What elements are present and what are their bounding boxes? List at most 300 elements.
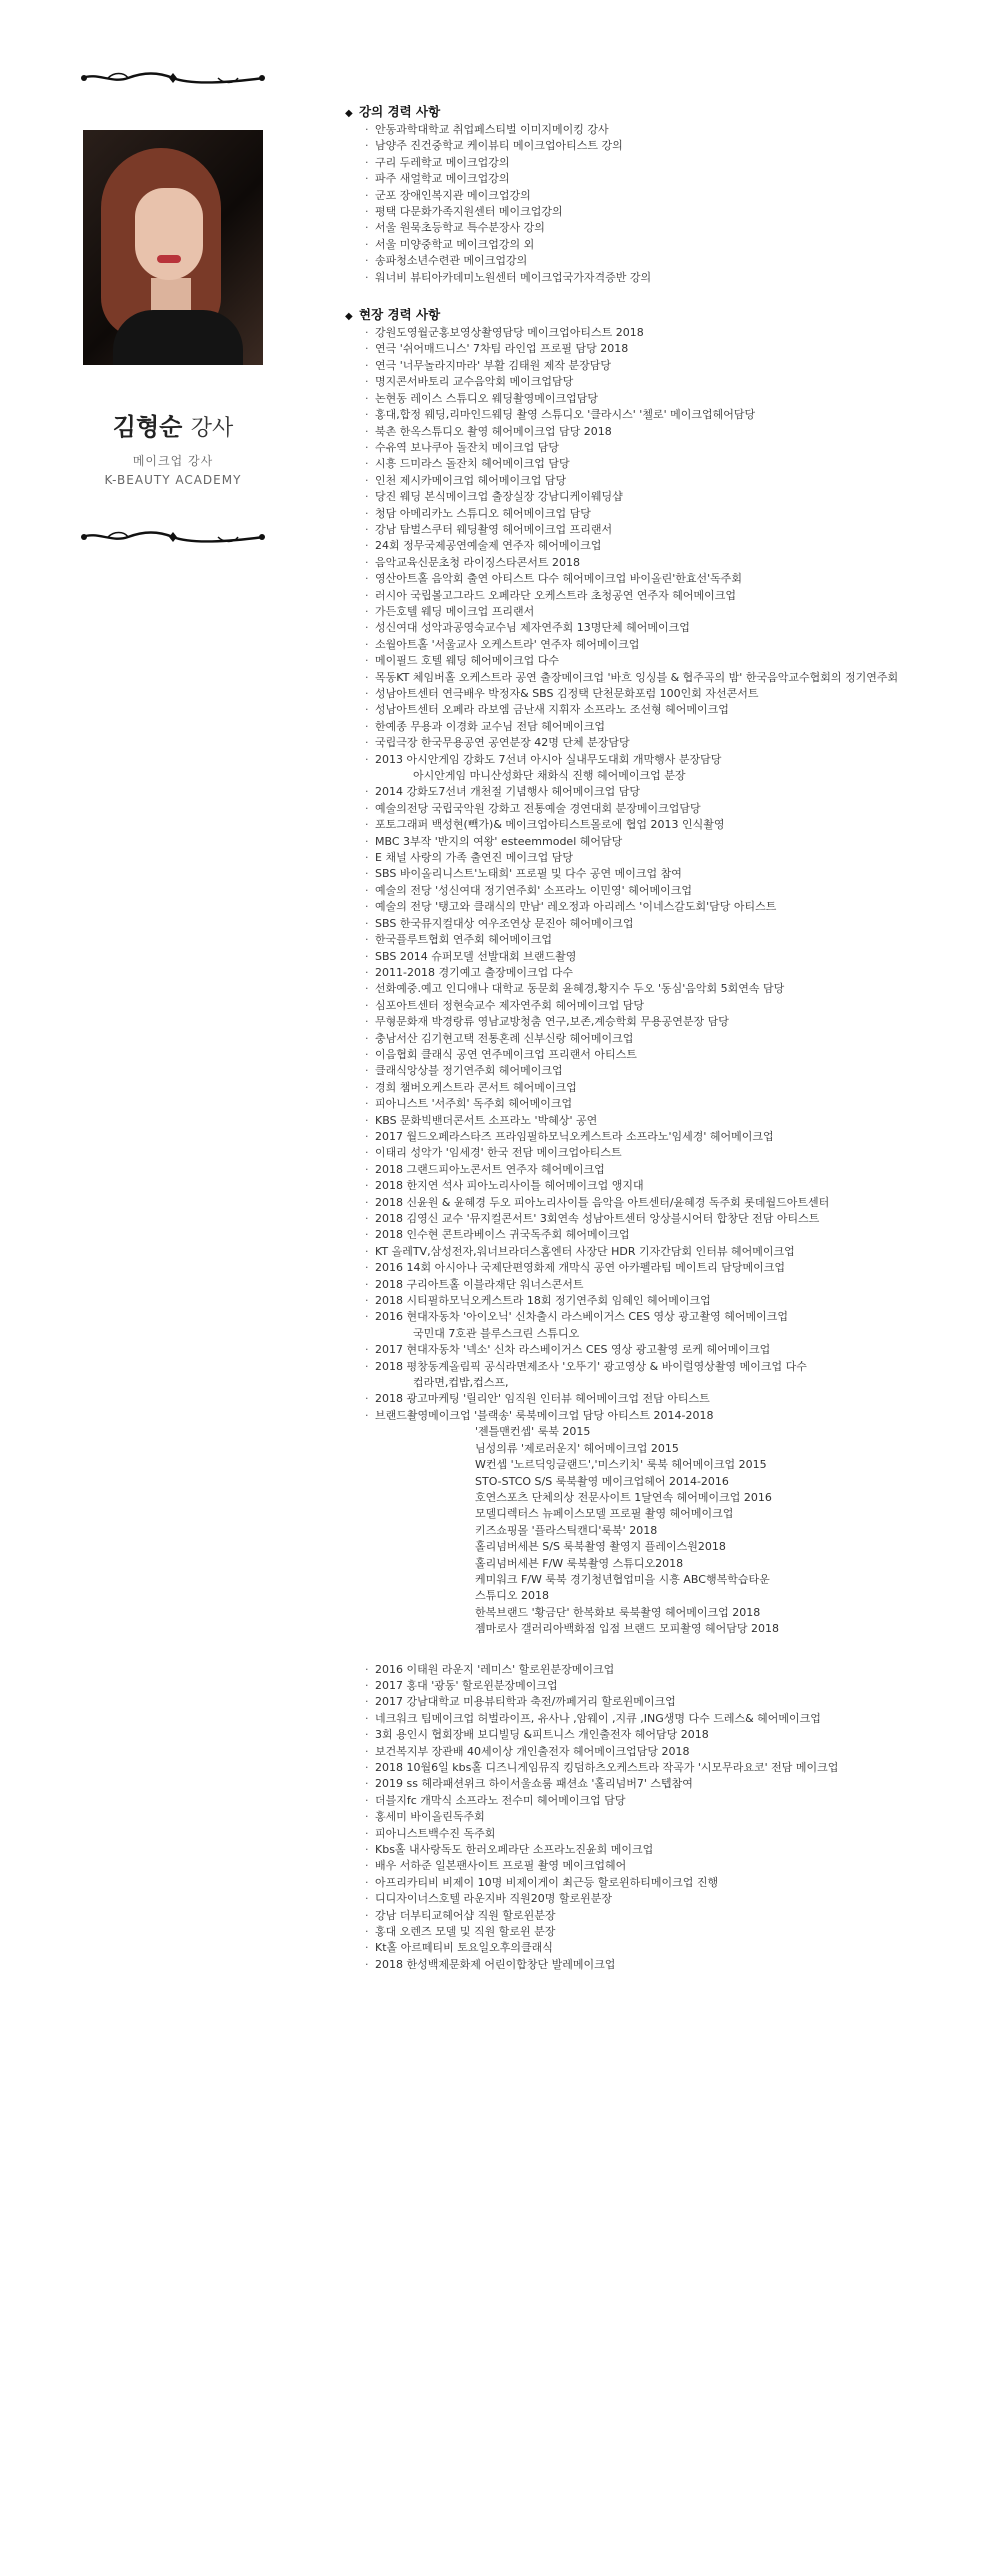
list-item-text: 명지콘서바토리 교수음악회 메이크업담당: [375, 375, 574, 389]
list-item: [365, 932, 985, 948]
diamond-bullet-icon: ◆: [345, 311, 353, 323]
list-item: [365, 1260, 985, 1276]
list-item: [365, 407, 985, 423]
bullet-dot-icon: ·: [365, 1810, 369, 1824]
list-item: [365, 670, 985, 686]
bullet-dot-icon: ·: [365, 1080, 369, 1094]
bullet-dot-icon: ·: [365, 670, 369, 684]
list-item: [365, 1162, 985, 1178]
list-item-text: 3회 용인시 협회장배 보디빌딩 &피트니스 개인출전자 헤어담당 2018: [375, 1728, 709, 1742]
bullet-dot-icon: ·: [365, 1294, 369, 1308]
list-item: [365, 1211, 985, 1227]
bullet-dot-icon: ·: [365, 736, 369, 750]
bullet-dot-icon: ·: [365, 1244, 369, 1258]
bullet-dot-icon: ·: [365, 522, 369, 536]
list-item-text: 2018 인수현 콘트라베이스 귀국독주회 헤어메이크업: [375, 1228, 630, 1242]
list-item: [365, 620, 985, 636]
list-item: [365, 719, 985, 735]
list-item-text: 2018 그랜드피아노콘서트 연주자 헤어메이크업: [375, 1162, 605, 1176]
bullet-dot-icon: ·: [365, 1359, 369, 1373]
bullet-dot-icon: ·: [365, 1908, 369, 1922]
list-item-text: 러시아 국립볼고그라드 오페라단 오케스트라 초청공연 연주자 헤어메이크업: [375, 588, 737, 602]
list-item-text: 목동KT 체임버홀 오케스트라 공연 출장메이크업 '바흐 잉싱블 & 협주곡의 밤' 한국음악교수협회의 정기연주회: [375, 670, 899, 684]
list-item: [365, 237, 985, 253]
bullet-dot-icon: ·: [365, 1678, 369, 1692]
list-item-text: 2011-2018 경기예고 출장메이크업 다수: [375, 965, 573, 979]
list-item: [365, 686, 985, 702]
list-item: [365, 998, 985, 1014]
list-item-text: 2014 강화도7선녀 개천절 기념행사 헤어메이크업 담당: [375, 785, 640, 799]
list-item-text: 더블지fc 개막식 소프라노 전수미 헤어메이크업 담당: [375, 1793, 626, 1807]
bullet-dot-icon: ·: [365, 205, 369, 219]
bullet-dot-icon: ·: [365, 358, 369, 372]
list-item-text: 피아니스트백수진 독주회: [375, 1826, 496, 1840]
list-item-text: 청담 아메리카노 스튜디오 헤어메이크업 담당: [375, 506, 591, 520]
list-item: [365, 1244, 985, 1260]
list-item-text: 북촌 한옥스튜디오 촬영 헤어메이크업 담당 2018: [375, 424, 612, 438]
bullet-dot-icon: ·: [365, 1695, 369, 1709]
list-item-text: 브랜드촬영메이크업 '블랙송' 룩북메이크업 담당 아티스트 2014-2018: [375, 1408, 714, 1422]
list-item: [365, 1080, 985, 1096]
bullet-dot-icon: ·: [365, 1261, 369, 1275]
scroll-ornament-icon: [78, 70, 268, 86]
list-item: [365, 588, 985, 604]
bullet-dot-icon: ·: [365, 1392, 369, 1406]
instructor-name: 김형순 강사: [112, 413, 234, 441]
bullet-dot-icon: ·: [365, 933, 369, 947]
bullet-dot-icon: ·: [365, 785, 369, 799]
list-item: [365, 702, 985, 718]
list-item-text: 평택 다문화가족지원센터 메이크업강의: [375, 205, 563, 219]
bullet-dot-icon: ·: [365, 424, 369, 438]
academy-name: K-BEAUTY ACADEMY: [104, 473, 242, 487]
list-item: [365, 949, 985, 965]
list-item-text: 메이필드 호텔 웨딩 헤어메이크업 다수: [375, 654, 560, 668]
list-item: [365, 866, 985, 882]
list-item: [365, 1309, 985, 1325]
list-item: [365, 768, 985, 784]
list-item: [365, 850, 985, 866]
list-item-text: 한예종 무용과 이경화 교수님 전담 헤어메이크업: [375, 719, 606, 733]
list-item-text: 2018 한성백제문화제 어린이합창단 발레메이크업: [375, 1957, 616, 1971]
list-item: [365, 1195, 985, 1211]
list-item: [365, 1744, 985, 1760]
list-item: [365, 1908, 985, 1924]
list-item-text: 2019 ss 헤라패션위크 하이서울쇼룸 패션쇼 '홀리넘버7' 스텝참여: [375, 1777, 693, 1791]
list-item-text: 2016 현대자동차 '아이오닉' 신차출시 라스베이거스 CES 영상 광고촬영 헤어메이크업: [375, 1310, 789, 1324]
list-item: [365, 834, 985, 850]
list-item: [365, 1711, 985, 1727]
list-item: [365, 188, 985, 204]
bullet-dot-icon: ·: [365, 572, 369, 586]
list-item: [365, 1924, 985, 1940]
list-item-text: 스튜디오 2018: [475, 1589, 549, 1603]
section-title-field: ◆ 현장 경력 사항: [345, 305, 985, 325]
list-item-text: 홀리넘버세븐 S/S 룩북촬영 촬영지 플레이스원2018: [475, 1540, 726, 1554]
list-item-text: 경희 챔버오케스트라 콘서트 헤어메이크업: [375, 1080, 577, 1094]
list-item: [365, 1826, 985, 1842]
bullet-dot-icon: ·: [365, 1875, 369, 1889]
list-item-text: 인천 제시카메이크업 헤어메이크업 담당: [375, 473, 567, 487]
bullet-dot-icon: ·: [365, 851, 369, 865]
list-item: [365, 253, 985, 269]
list-item: [365, 1506, 985, 1522]
list-item-text: Kbs홀 내사랑독도 한러오페라단 소프라노진윤희 메이크업: [375, 1843, 654, 1857]
bullet-dot-icon: ·: [365, 801, 369, 815]
bullet-dot-icon: ·: [365, 1826, 369, 1840]
bullet-dot-icon: ·: [365, 1162, 369, 1176]
list-item-text: 시흥 드미라스 돌잔치 헤어메이크업 담당: [375, 457, 570, 471]
list-item: [365, 1096, 985, 1112]
bullet-dot-icon: ·: [365, 1793, 369, 1807]
list-item: [365, 424, 985, 440]
list-item: [365, 358, 985, 374]
bullet-dot-icon: ·: [365, 752, 369, 766]
list-item: [365, 1891, 985, 1907]
list-item-text: 홍대,합정 웨딩,리마인드웨딩 촬영 스튜디오 '클라시스' '첼로' 메이크업헤어담당: [375, 408, 756, 422]
list-item-text: 호연스포츠 단체의상 전문사이트 1달연속 헤어메이크업 2016: [475, 1490, 772, 1504]
list-item: [365, 1662, 985, 1678]
list-item: [365, 735, 985, 751]
list-item: [365, 1605, 985, 1621]
field-list-extra: [345, 1662, 985, 1974]
field-list: [345, 325, 985, 1638]
list-item-text: 2018 한지연 석사 피아노리사이틀 헤어메이크업 앵지대: [375, 1179, 644, 1193]
list-item-text: 클래식앙상블 정기연주회 헤어메이크업: [375, 1064, 563, 1078]
instructor-portrait: [83, 130, 263, 365]
list-item-text: 보건복지부 장관배 40세이상 개인출전자 헤어메이크업담당 2018: [375, 1744, 690, 1758]
bullet-dot-icon: ·: [365, 555, 369, 569]
list-item: [365, 489, 985, 505]
list-item-text: 2013 아시안게임 강화도 7선녀 아시아 실내무도대회 개막행사 분장담당: [375, 752, 722, 766]
list-item-text: 2017 홍대 '광동' 할로윈분장메이크업: [375, 1678, 558, 1692]
list-item: [365, 1063, 985, 1079]
bullet-dot-icon: ·: [365, 965, 369, 979]
list-item: [365, 1047, 985, 1063]
list-item-text: 2018 광고마케팅 '릴리안' 임직원 인터뷰 헤어메이크업 전담 아티스트: [375, 1392, 710, 1406]
list-item: [365, 883, 985, 899]
instructor-role: 메이크업 강사: [132, 454, 214, 468]
bullet-dot-icon: ·: [365, 834, 369, 848]
list-item-text: 파주 새얼학교 메이크업강의: [375, 172, 510, 186]
bullet-dot-icon: ·: [365, 1777, 369, 1791]
list-item: [365, 522, 985, 538]
list-item: [365, 391, 985, 407]
bullet-dot-icon: ·: [365, 1892, 369, 1906]
list-item: [365, 1113, 985, 1129]
list-item-text: 당진 웨딩 본식메이크업 출장실장 강남디케이웨딩샵: [375, 490, 623, 504]
bullet-dot-icon: ·: [365, 654, 369, 668]
bullet-dot-icon: ·: [365, 172, 369, 186]
list-item-text: 24회 정무국제공연예술제 연주자 헤어메이크업: [375, 539, 602, 553]
list-item-text: 논현동 레이스 스튜디오 웨딩촬영메이크업담당: [375, 391, 599, 405]
bullet-dot-icon: ·: [365, 883, 369, 897]
bullet-dot-icon: ·: [365, 1744, 369, 1758]
bullet-dot-icon: ·: [365, 719, 369, 733]
list-item-text: 예술의전당 국립국악원 강화고 전통예술 경연대회 분장메이크업담당: [375, 801, 701, 815]
bullet-dot-icon: ·: [365, 1146, 369, 1160]
list-item: [365, 538, 985, 554]
bullet-dot-icon: ·: [365, 539, 369, 553]
bullet-dot-icon: ·: [365, 254, 369, 268]
list-item-text: 2018 평창동계올림픽 공식라면제조사 '오뚜기' 광고영상 & 바이럴영상촬영 메이크업 다수: [375, 1359, 807, 1373]
list-item-text: STO-STCO S/S 룩북촬영 메이크업헤어 2014-2016: [475, 1474, 729, 1488]
list-item-text: 홀리넘버세븐 F/W 룩북촬영 스튜디오2018: [475, 1556, 684, 1570]
bullet-dot-icon: ·: [365, 237, 369, 251]
list-item-text: 수유역 보나쿠아 돌잔치 메이크업 담당: [375, 440, 560, 454]
list-item: [365, 1694, 985, 1710]
bullet-dot-icon: ·: [365, 155, 369, 169]
list-item-text: 님성의류 '제로러운지' 헤어메이크업 2015: [475, 1441, 679, 1455]
list-item: [365, 1375, 985, 1391]
list-item-text: 2018 구리아트홀 이블라재단 워너스콘서트: [375, 1277, 584, 1291]
list-item: [365, 374, 985, 390]
list-item-text: 홍세미 바이올린독주회: [375, 1810, 485, 1824]
bullet-dot-icon: ·: [365, 949, 369, 963]
list-item: [365, 171, 985, 187]
list-item: [365, 1793, 985, 1809]
list-item: [365, 1178, 985, 1194]
list-item-text: 아시안게임 마니산성화단 채화식 진행 헤어메이크업 분장: [413, 769, 686, 783]
list-item: [365, 1776, 985, 1792]
bullet-dot-icon: ·: [365, 1113, 369, 1127]
bullet-dot-icon: ·: [365, 1711, 369, 1725]
list-item-text: 성남아트센터 오페라 라보엠 금난새 지휘자 소프라노 조선형 헤어메이크업: [375, 703, 729, 717]
list-item-text: 무형문화재 박경랑류 영남교방청춤 연구,보존,계승학회 무용공연분장 담당: [375, 1015, 729, 1029]
diamond-bullet-icon: ◆: [345, 108, 353, 119]
list-item-text: 2018 시티필하모닉오케스트라 18회 정기연주회 임혜인 헤어메이크업: [375, 1294, 711, 1308]
list-item: [365, 1293, 985, 1309]
list-item-text: 충남서산 김기현고택 전통혼례 신부신랑 헤어메이크업: [375, 1031, 634, 1045]
bullet-dot-icon: ·: [365, 440, 369, 454]
list-item: [365, 752, 985, 768]
list-item-text: 디디자이너스호텔 라운지바 직원20명 할로윈분장: [375, 1892, 613, 1906]
list-item: [365, 506, 985, 522]
list-item: [365, 1359, 985, 1375]
list-item: [365, 817, 985, 833]
list-item: [365, 1342, 985, 1358]
list-item-text: 성신여대 성악과공영숙교수님 제자연주회 13명단체 헤어메이크업: [375, 621, 690, 635]
list-item: [365, 1129, 985, 1145]
bullet-dot-icon: ·: [365, 1925, 369, 1939]
bullet-dot-icon: ·: [365, 1097, 369, 1111]
bullet-dot-icon: ·: [365, 687, 369, 700]
list-item: [365, 325, 985, 341]
list-item: [365, 1727, 985, 1743]
career-content: [345, 102, 985, 1973]
list-item-text: 군포 장애인복지관 메이크업강의: [375, 188, 531, 202]
bullet-dot-icon: ·: [365, 391, 369, 405]
list-item-text: 연극 '쉬어매드니스' 7차팀 라인업 프로필 담당 2018: [375, 342, 629, 356]
bullet-dot-icon: ·: [365, 1228, 369, 1242]
list-item: [365, 1523, 985, 1539]
list-item: [365, 1875, 985, 1891]
bullet-dot-icon: ·: [365, 490, 369, 504]
bullet-dot-icon: ·: [365, 188, 369, 202]
list-item-text: 강원도영월군홍보영상촬영담당 메이크업아티스트 2018: [375, 326, 644, 340]
list-item-text: 2017 월드오페라스타즈 프라임필하모닉오케스트라 소프라노'임세경' 헤어메이크업: [375, 1129, 774, 1143]
list-item-text: 서울 원묵초등학교 특수분장사 강의: [375, 221, 545, 235]
list-item: [365, 637, 985, 653]
list-item-text: 포토그래퍼 백성현(빽가)& 메이크업아티스트몰로에 협업 2013 인식촬영: [375, 818, 725, 832]
list-item-text: KBS 문화빅밴더콘서트 소프라노 '박혜상' 공연: [375, 1113, 598, 1127]
bullet-dot-icon: ·: [365, 1662, 369, 1676]
list-item: [365, 1014, 985, 1030]
bullet-dot-icon: ·: [365, 1843, 369, 1857]
list-item: [365, 555, 985, 571]
list-item: [365, 1809, 985, 1825]
list-item-text: 2018 신윤원 & 윤혜경 두오 피아노리사이틀 음악을 아트센터/윤혜경 독주회 롯데월드아트센터: [375, 1195, 830, 1209]
list-item-text: SBS 바이올리니스트'노태희' 프로필 및 다수 공연 메이크업 참여: [375, 867, 682, 881]
list-item: [365, 1957, 985, 1973]
scroll-ornament-icon: [78, 529, 268, 545]
list-item-text: 예술의 전당 '성신여대 정기연주회' 소프라노 이민영' 헤어메이크업: [375, 883, 692, 897]
bullet-dot-icon: ·: [365, 604, 369, 618]
list-item: [365, 1678, 985, 1694]
bullet-dot-icon: ·: [365, 1179, 369, 1193]
list-item-text: 2017 현대자동차 '넥소' 신차 라스베이거스 CES 영상 광고촬영 로케 헤어메이크업: [375, 1343, 771, 1357]
lecture-list: [345, 122, 985, 286]
bullet-dot-icon: ·: [365, 1343, 369, 1357]
bullet-dot-icon: ·: [365, 982, 369, 996]
list-item: [365, 1391, 985, 1407]
list-item-text: 네크워크 팀메이크업 허벌라이프, 유사나 ,암웨이 ,지큐 ,ING생명 다수 드레스& 헤어메이크업: [375, 1711, 821, 1725]
bullet-dot-icon: ·: [365, 270, 369, 284]
list-item: [365, 1277, 985, 1293]
bullet-dot-icon: ·: [365, 1047, 369, 1061]
list-item: [365, 155, 985, 171]
bullet-dot-icon: ·: [365, 1728, 369, 1742]
list-item: [365, 1441, 985, 1457]
bullet-dot-icon: ·: [365, 342, 369, 356]
list-item: [365, 801, 985, 817]
bullet-dot-icon: ·: [365, 621, 369, 635]
list-item-text: 모델디렉터스 뉴페이스모델 프로필 촬영 헤어메이크업: [475, 1507, 734, 1521]
bullet-dot-icon: ·: [365, 588, 369, 602]
list-item-text: 송파청소년수련관 메이크업강의: [375, 254, 528, 268]
bullet-dot-icon: ·: [365, 1064, 369, 1078]
list-item: [365, 981, 985, 997]
list-item: [365, 604, 985, 620]
list-item-text: 케미워크 F/W 룩북 경기청년협업미을 시흥 ABC행복학습타운: [475, 1572, 770, 1586]
list-item-text: 안동과학대학교 취업페스티벌 이미지메이킹 강사: [375, 123, 609, 136]
list-item: [365, 899, 985, 915]
list-item-text: 2016 이태원 라운지 '레미스' 할로윈분장메이크업: [375, 1662, 615, 1676]
list-item-text: 구리 두레학교 메이크업강의: [375, 155, 510, 169]
bullet-dot-icon: ·: [365, 998, 369, 1012]
list-item-text: 강남 탐벌스쿠터 웨딩촬영 헤어메이크업 프리랜서: [375, 522, 613, 536]
bullet-dot-icon: ·: [365, 123, 369, 136]
list-item-text: 영산아트홀 음악회 출연 아티스트 다수 헤어메이크업 바이올린'한효선'독주회: [375, 572, 743, 586]
bullet-dot-icon: ·: [365, 637, 369, 651]
list-item-text: 피아니스트 '서주희' 독주회 헤어메이크업: [375, 1097, 573, 1111]
bullet-dot-icon: ·: [365, 1031, 369, 1045]
list-item: [365, 1031, 985, 1047]
bullet-dot-icon: ·: [365, 408, 369, 422]
list-item: [365, 1572, 985, 1588]
bullet-dot-icon: ·: [365, 457, 369, 471]
bullet-dot-icon: ·: [365, 139, 369, 153]
list-item-text: 연극 '너무놀라지마라' 부활 김태원 제작 분장담당: [375, 358, 612, 372]
bullet-dot-icon: ·: [365, 1195, 369, 1209]
list-item-text: 2016 14회 아시아나 국제단편영화제 개막식 공연 아카펠라팀 메이트리 담당메이크업: [375, 1261, 785, 1275]
list-item-text: 성남아트센터 연극배우 박정자& SBS 김정택 단천문화포럼 100인회 자선콘서트: [375, 687, 759, 700]
list-item-text: 아프리카티비 비제이 10명 비제이게이 최근등 할로윈하티메이크업 진행: [375, 1875, 719, 1889]
bullet-dot-icon: ·: [365, 1129, 369, 1143]
bullet-dot-icon: ·: [365, 1310, 369, 1324]
list-item: [365, 1457, 985, 1473]
list-item-text: 이음협회 클래식 공연 연주메이크업 프리랜서 아티스트: [375, 1047, 637, 1061]
list-item-text: 국립극장 한국무용공연 공연분장 42명 단체 분장담당: [375, 736, 630, 750]
list-item-text: 배우 서하준 일본팬사이트 프로필 촬영 메이크업헤어: [375, 1859, 627, 1873]
list-item-text: 심포아트센터 정현숙교수 제자연주회 헤어메이크업 담당: [375, 998, 645, 1012]
list-item: [365, 1490, 985, 1506]
list-item-text: W컨셉 '노르딕잉글랜드','미스키치' 룩북 헤어메이크업 2015: [475, 1458, 767, 1472]
list-item: [365, 138, 985, 154]
list-item: [365, 1474, 985, 1490]
list-item: [365, 1621, 985, 1637]
list-item-text: 음악교육신문초청 라이징스타콘서트 2018: [375, 555, 581, 569]
list-item: [365, 204, 985, 220]
list-item-text: Kt홀 아르떼티비 토요일오후의클래식: [375, 1941, 553, 1955]
list-item-text: 컵라면,컵밥,컵스프,: [413, 1376, 509, 1390]
bullet-dot-icon: ·: [365, 1408, 369, 1422]
bullet-dot-icon: ·: [365, 326, 369, 340]
bullet-dot-icon: ·: [365, 1941, 369, 1955]
bullet-dot-icon: ·: [365, 1957, 369, 1971]
list-item: [365, 1539, 985, 1555]
list-item: [365, 965, 985, 981]
list-item: [365, 341, 985, 357]
list-item: [365, 1227, 985, 1243]
bullet-dot-icon: ·: [365, 916, 369, 930]
list-item-text: SBS 한국뮤지컬대상 여우조연상 문진아 헤어메이크업: [375, 916, 634, 930]
list-item-text: KT 올레TV,삼성전자,워너브라더스홈엔터 사장단 HDR 기자간담회 인터뷰 헤어메이크업: [375, 1244, 795, 1258]
list-item: [365, 653, 985, 669]
list-item-text: 키즈쇼핑몰 '플라스틱캔디'룩북' 2018: [475, 1523, 658, 1537]
list-item: [365, 1424, 985, 1440]
bullet-dot-icon: ·: [365, 221, 369, 235]
list-item: [365, 220, 985, 236]
bullet-dot-icon: ·: [365, 506, 369, 520]
list-item-text: 선화예중.예고 인디애나 대학교 동문회 윤혜경,황지수 두오 '동심'음악회 5회연속 담당: [375, 982, 785, 996]
list-item: [365, 1760, 985, 1776]
bullet-dot-icon: ·: [365, 473, 369, 487]
bullet-dot-icon: ·: [365, 818, 369, 832]
list-item: [365, 571, 985, 587]
list-item: [365, 1556, 985, 1572]
list-item-text: 워너비 뷰티아카데미노원센터 메이크업국가자격증반 강의: [375, 270, 652, 284]
bullet-dot-icon: ·: [365, 1277, 369, 1291]
list-item-text: 2018 김영신 교수 '뮤지컬콘서트' 3회연속 성남아트센터 앙상블시어터 합창단 전담 아티스트: [375, 1212, 820, 1225]
list-item-text: 예술의 전당 '탱고와 클래식의 만남' 레오정과 아리레스 '이네스갈도회'담당 아티스트: [375, 900, 777, 914]
section-title-lectures: ◆ 강의 경력 사항: [345, 102, 985, 122]
list-item: [365, 1940, 985, 1956]
bullet-dot-icon: ·: [365, 867, 369, 881]
list-item-text: 소월아트홀 '서울교사 오케스트라' 연주자 헤어메이크업: [375, 637, 640, 651]
list-item-text: E 채널 사랑의 가족 출연진 메이크업 담당: [375, 851, 573, 865]
bullet-dot-icon: ·: [365, 1212, 369, 1225]
list-item: [365, 270, 985, 286]
bullet-dot-icon: ·: [365, 703, 369, 717]
list-item: [365, 784, 985, 800]
list-item-text: 서울 미양중학교 메이크업강의 외: [375, 237, 535, 251]
list-item: [365, 1145, 985, 1161]
list-item: [365, 916, 985, 932]
list-item: [365, 440, 985, 456]
list-item-text: 젬마로사 갤러리아백화점 입점 브랜드 모피촬영 헤어담당 2018: [475, 1622, 779, 1636]
bullet-dot-icon: ·: [365, 1761, 369, 1774]
